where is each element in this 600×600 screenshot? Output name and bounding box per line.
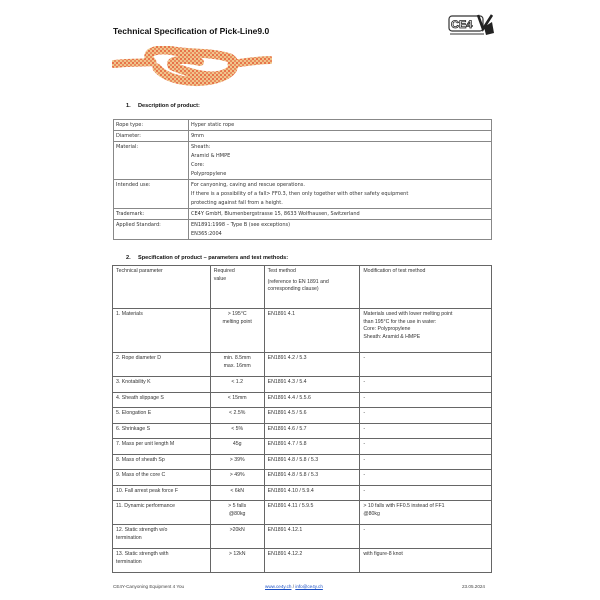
required-value-cell — [210, 549, 264, 573]
svg-text:CE4: CE4 — [451, 19, 473, 31]
parameter-cell-line: termination — [116, 534, 142, 541]
modification-cell — [360, 408, 492, 424]
parameter-cell — [113, 470, 211, 486]
description-value-line: Polypropylene — [191, 170, 227, 177]
test-method-cell: EN1891 4.12.2 — [264, 549, 360, 573]
modification-cell-line: - — [363, 456, 366, 463]
parameter-cell — [113, 501, 211, 525]
header-line: Test method — [267, 268, 296, 274]
description-value-line: EN365:2004 — [191, 230, 222, 237]
description-value-line: CE4Y GmbH, Blumenbergstrasse 15, 8633 Wolfhausen, Switzerland — [191, 210, 360, 217]
test-method-cell: EN1891 4.8 / 5.8 / 5.3 — [264, 454, 360, 470]
required-value-cell-line: > 49% — [229, 472, 245, 478]
table-row — [113, 309, 492, 353]
description-row — [114, 220, 492, 240]
modification-cell-line: - — [363, 410, 366, 416]
parameter-cell-line: 6. Shrinkage S — [116, 425, 151, 432]
modification-cell-line: - — [363, 355, 366, 361]
description-value-line: For canyoning, caving and rescue operations. — [191, 181, 305, 188]
modification-cell-line: - — [363, 487, 366, 494]
required-value-cell — [210, 501, 264, 525]
description-value — [189, 209, 492, 220]
description-table — [113, 119, 492, 240]
table-row — [113, 392, 492, 408]
parameter-cell — [113, 485, 211, 501]
test-method-cell: EN1891 4.1 — [264, 309, 360, 353]
required-value-cell-line: > 12kN — [228, 551, 246, 557]
website-link[interactable]: www.ce4y.ch — [265, 584, 292, 589]
parameter-cell-line: 13. Static strength with — [116, 551, 169, 557]
table-row — [113, 525, 492, 549]
test-method-cell: EN1891 4.8 / 5.8 / 5.3 — [264, 470, 360, 486]
description-value-line: Sheath: — [191, 143, 211, 150]
table-row — [113, 470, 492, 486]
parameter-cell-line: 2. Rope diameter D — [116, 355, 161, 361]
description-value-line: Hyper static rope — [191, 121, 235, 128]
rope-knot-image — [112, 46, 272, 90]
table-header-row — [113, 266, 492, 309]
modification-cell — [360, 470, 492, 486]
modification-cell — [360, 501, 492, 525]
description-value — [189, 142, 492, 180]
required-value-cell — [210, 485, 264, 501]
parameter-cell — [113, 423, 211, 439]
header-modification: Modification of test method — [360, 266, 492, 309]
required-value-cell — [210, 377, 264, 393]
parameter-cell-line: 1. Materials — [116, 311, 143, 317]
description-value — [189, 180, 492, 209]
modification-cell — [360, 353, 492, 377]
parameter-cell — [113, 525, 211, 549]
modification-cell — [360, 454, 492, 470]
required-value-cell — [210, 309, 264, 353]
table-row — [113, 408, 492, 424]
header-required-value — [210, 266, 264, 309]
modification-cell — [360, 392, 492, 408]
specification-table — [112, 265, 492, 573]
required-value-cell — [210, 392, 264, 408]
required-value-cell-line: @80kg — [228, 510, 246, 517]
required-value-cell-line: > 5 falls — [228, 503, 247, 509]
description-row — [114, 209, 492, 220]
parameter-cell-line: 11. Dynamic performance — [116, 503, 176, 509]
description-value — [189, 131, 492, 142]
required-value-cell-line: >20kN — [229, 527, 245, 533]
modification-cell-line: Core: Polypropylene — [363, 326, 411, 333]
test-method-cell: EN1891 4.7 / 5.8 — [264, 439, 360, 455]
required-value-cell — [210, 525, 264, 549]
modification-cell-line: Sheath: Aramid & HMPE — [363, 333, 421, 340]
description-label: Rope type: — [114, 120, 189, 131]
email-link[interactable]: info@ce4y.ch — [295, 584, 323, 589]
test-method-cell: EN1891 4.3 / 5.4 — [264, 377, 360, 393]
required-value-cell — [210, 423, 264, 439]
description-row — [114, 131, 492, 142]
required-value-cell-line: < 2.5% — [229, 410, 246, 416]
description-label: Intended use: — [114, 180, 189, 209]
table-row — [113, 549, 492, 573]
header-test-method — [264, 266, 360, 309]
modification-cell — [360, 309, 492, 353]
required-value-cell — [210, 353, 264, 377]
table-row — [113, 501, 492, 525]
test-method-cell: EN1891 4.12.1 — [264, 525, 360, 549]
modification-cell — [360, 525, 492, 549]
modification-cell-line: with figure-8 knot — [363, 551, 403, 557]
section-heading-description — [126, 103, 200, 109]
modification-cell-line: - — [363, 425, 366, 432]
parameter-cell — [113, 392, 211, 408]
modification-cell — [360, 439, 492, 455]
modification-cell — [360, 377, 492, 393]
description-row — [114, 180, 492, 209]
description-value-line: EN1891:1998 – Type B (see exceptions) — [191, 221, 291, 228]
modification-cell-line: - — [363, 527, 366, 533]
description-value-line: Core: — [191, 161, 205, 168]
description-value — [189, 220, 492, 240]
table-row — [113, 377, 492, 393]
parameter-cell — [113, 309, 211, 353]
description-value-line: protecting against fall from a height. — [191, 199, 283, 206]
modification-cell-line: - — [363, 472, 366, 478]
table-row — [113, 485, 492, 501]
section-heading-specification — [126, 255, 288, 261]
modification-cell — [360, 423, 492, 439]
footer-links — [265, 584, 323, 589]
required-value-cell-line: < 1.2 — [231, 379, 244, 385]
required-value-cell-line: > 39% — [229, 456, 245, 463]
required-value-cell — [210, 408, 264, 424]
parameter-cell-line: 12. Static strength w/o — [116, 527, 168, 533]
required-value-cell-line: 45g — [232, 441, 242, 447]
header-line: value — [213, 275, 227, 282]
test-method-cell: EN1891 4.11 / 5.9.5 — [264, 501, 360, 525]
test-method-cell: EN1891 4.6 / 5.7 — [264, 423, 360, 439]
test-method-cell: EN1891 4.4 / 5.5.6 — [264, 392, 360, 408]
parameter-cell — [113, 377, 211, 393]
description-label: Material: — [114, 142, 189, 180]
modification-cell-line: - — [363, 441, 366, 447]
section-number: 1. — [126, 103, 131, 109]
parameter-cell — [113, 454, 211, 470]
parameter-cell — [113, 439, 211, 455]
parameter-cell — [113, 549, 211, 573]
required-value-cell — [210, 470, 264, 486]
test-method-cell: EN1891 4.5 / 5.6 — [264, 408, 360, 424]
required-value-cell-line: < 15mm — [227, 394, 247, 401]
description-label: Applied Standard: — [114, 220, 189, 240]
required-value-cell-line: < 6kN — [230, 487, 245, 494]
parameter-cell-line: 8. Mass of sheath Sp — [116, 456, 165, 463]
required-value-cell-line: < 5% — [231, 425, 244, 432]
table-row — [113, 353, 492, 377]
modification-cell-line: than 195°C for the use in water: — [363, 318, 437, 325]
footer-separator: / — [291, 584, 296, 589]
header-technical-parameter: Technical parameter — [113, 266, 211, 309]
parameter-cell-line: 4. Sheath slippage S — [116, 394, 164, 401]
modification-cell-line: > 10 falls with FF0.5 instead of FF1 — [363, 503, 445, 509]
test-method-cell: EN1891 4.10 / 5.9.4 — [264, 485, 360, 501]
description-value-line: If there is a possibility of a fall> FF0.3, then only together with other safety equipment — [191, 190, 409, 197]
description-label: Trademark: — [114, 209, 189, 220]
parameter-cell-line: 10. Fall arrest peak force F — [116, 487, 178, 494]
parameter-cell-line: termination — [116, 558, 142, 565]
table-row — [113, 423, 492, 439]
parameter-cell-line: 9. Mass of the core C — [116, 472, 166, 478]
required-value-cell — [210, 454, 264, 470]
modification-cell — [360, 549, 492, 573]
modification-cell — [360, 485, 492, 501]
section-title: Specification of product – parameters and test methods: — [138, 255, 289, 261]
section-number: 2. — [126, 255, 131, 261]
parameter-cell-line: 3. Knotability K — [116, 379, 151, 385]
header-note-line: (reference to EN 1891 and — [267, 278, 329, 285]
description-label: Diameter: — [114, 131, 189, 142]
description-row — [114, 142, 492, 180]
parameter-cell-line: 7. Mass per unit length M — [116, 441, 175, 447]
parameter-cell-line: 5. Elongation E — [116, 410, 152, 416]
test-method-cell: EN1891 4.2 / 5.3 — [264, 353, 360, 377]
section-title: Description of product: — [138, 103, 200, 109]
table-row — [113, 454, 492, 470]
required-value-cell-line: melting point — [222, 318, 252, 325]
description-value-line: 9mm — [191, 132, 204, 139]
required-value-cell-line: > 195°C — [227, 311, 247, 317]
ce4y-logo-icon — [448, 13, 496, 37]
description-row — [114, 120, 492, 131]
required-value-cell-line: max. 16mm — [223, 362, 251, 369]
table-row — [113, 439, 492, 455]
footer-company: CE4Y-Canyoning Equipment 4 You — [113, 584, 185, 589]
parameter-cell — [113, 353, 211, 377]
modification-cell-line: - — [363, 379, 366, 385]
footer-date: 23.05.2024 — [462, 584, 485, 589]
required-value-cell — [210, 439, 264, 455]
header-line: Required — [213, 268, 235, 274]
parameter-cell — [113, 408, 211, 424]
required-value-cell-line: min. 8.5mm — [223, 355, 251, 361]
description-value — [189, 120, 492, 131]
document-title: Technical Specification of Pick-Line9.0 — [113, 26, 270, 36]
description-value-line: Aramid & HMPE — [191, 152, 231, 159]
modification-cell-line: @80kg — [363, 510, 380, 517]
modification-cell-line: Materials used with lower melting point — [363, 311, 453, 317]
modification-cell-line: - — [363, 394, 366, 401]
header-note-line: corresponding clause) — [267, 286, 319, 293]
